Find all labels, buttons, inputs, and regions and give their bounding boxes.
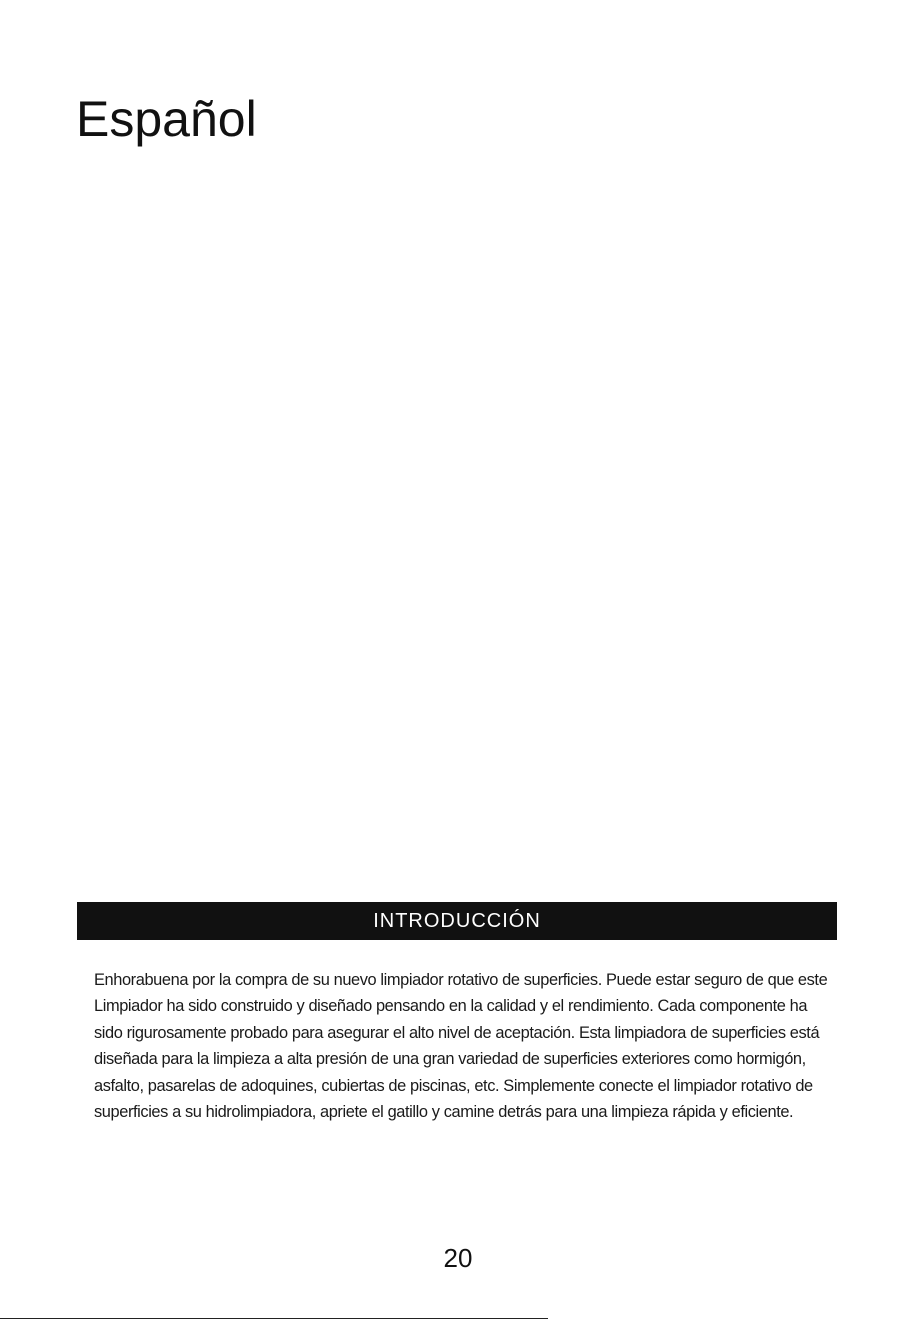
page-title: Español xyxy=(76,91,257,147)
section-header-bar xyxy=(77,902,837,940)
section-heading: INTRODUCCIÓN xyxy=(373,909,541,932)
intro-paragraph: Enhorabuena por la compra de su nuevo limpiador rotativo de superficies. Puede estar seguro de que este Limpiador ha sido construido y diseñado pensando en la calidad y el rendimiento. Cada componente ha sido rigurosamente probado para asegurar el alto nivel de aceptación. Esta limpiadora de superficies está diseñada para la limpieza a alta presión de una gran variedad de superficies exteriores como hormigón, asfalto, pasarelas de adoquines, cubiertas de piscinas, etc. Simplemente conecte el limpiador rotativo de superficies a su hidrolimpiadora, apriete el gatillo y camine detrás para una limpieza rápida y eficiente. xyxy=(94,971,828,1122)
page-number: 20 xyxy=(443,1243,473,1273)
bottom-divider xyxy=(0,1318,548,1319)
